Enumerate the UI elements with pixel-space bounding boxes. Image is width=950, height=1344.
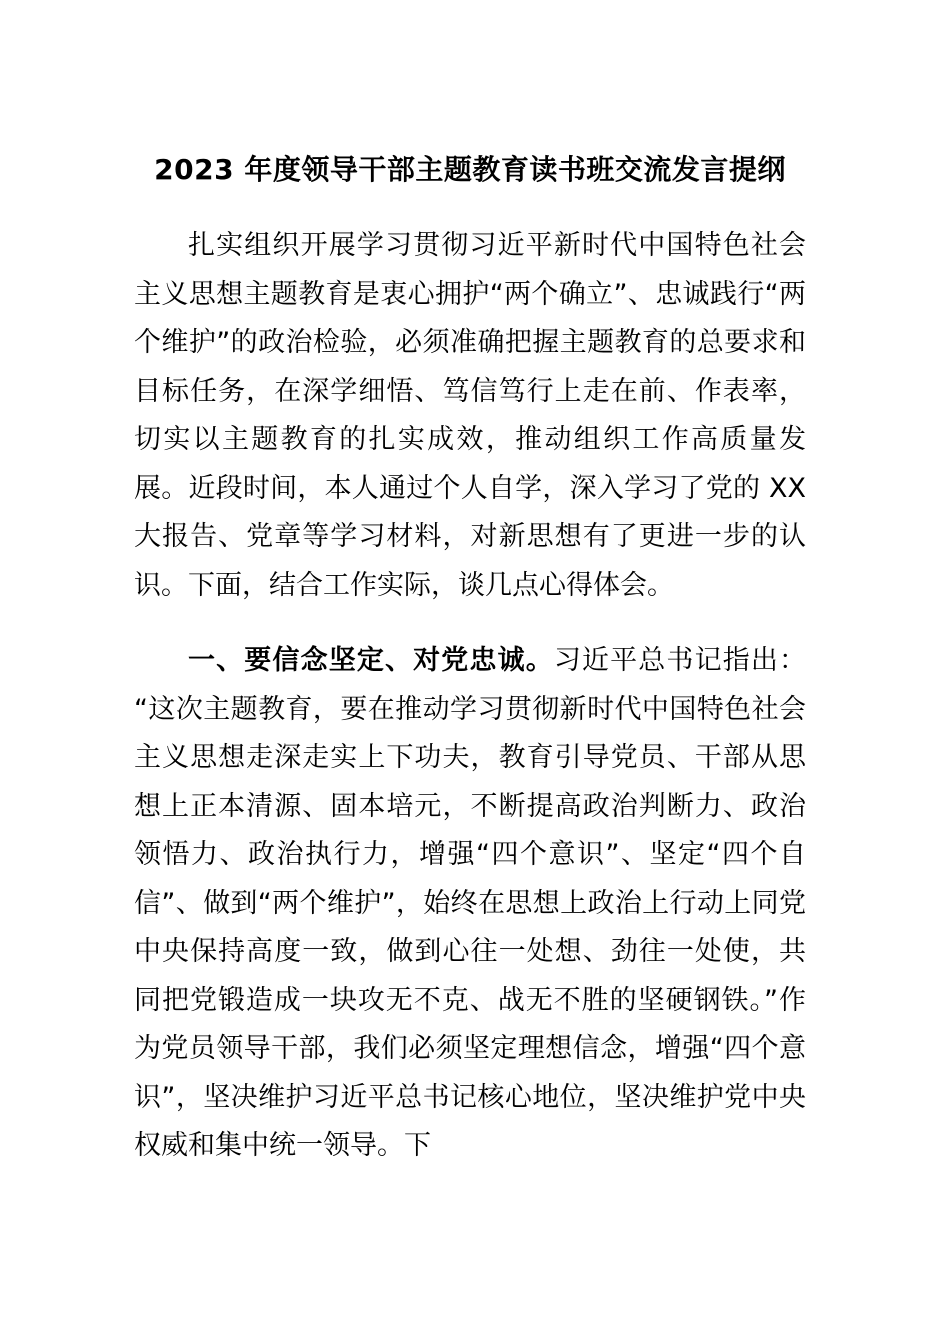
paragraph-intro-text: 扎实组织开展学习贯彻习近平新时代中国特色社会主义思想主题教育是衷心拥护“两个确立”、忠诚践行“两个维护”的政治检验，必须准确把握主题教育的总要求和目标任务，在深学细悟、笃信笃行上走在前、作表率，切实以主题教育的扎实成效，推动组织工作高质量发展。近段时间，本人通过个人自学，深入学习了党的 XX 大报告、党章等学习材料，对新思想有了更进一步的认识。下面，结合工作实际，谈几点心得体会。 (134, 230, 806, 601)
document-title: 2023 年度领导干部主题教育读书班交流发言提纲 (154, 153, 786, 186)
paragraph-intro (134, 222, 806, 610)
section-1-heading: 一、要信念坚定、对党忠诚。 (188, 645, 554, 676)
paragraph-section-1 (134, 637, 806, 1171)
section-1-text: 习近平总书记指出：“这次主题教育，要在推动学习贯彻新时代中国特色社会主义思想走深走实上下功夫，教育引导党员、干部从思想上正本清源、固本培元，不断提高政治判断力、政治领悟力、政治执行力，增强“四个意识”、坚定“四个自信”、做到“两个维护”，始终在思想上政治上行动上同党中央保持高度一致，做到心往一处想、劲往一处使，共同把党锻造成一块攻无不克、战无不胜的坚硬钢铁。”作为党员领导干部，我们必须坚定理想信念，增强“四个意识”，坚决维护习近平总书记核心地位，坚决维护党中央权威和集中统一领导。下 (134, 645, 807, 1161)
